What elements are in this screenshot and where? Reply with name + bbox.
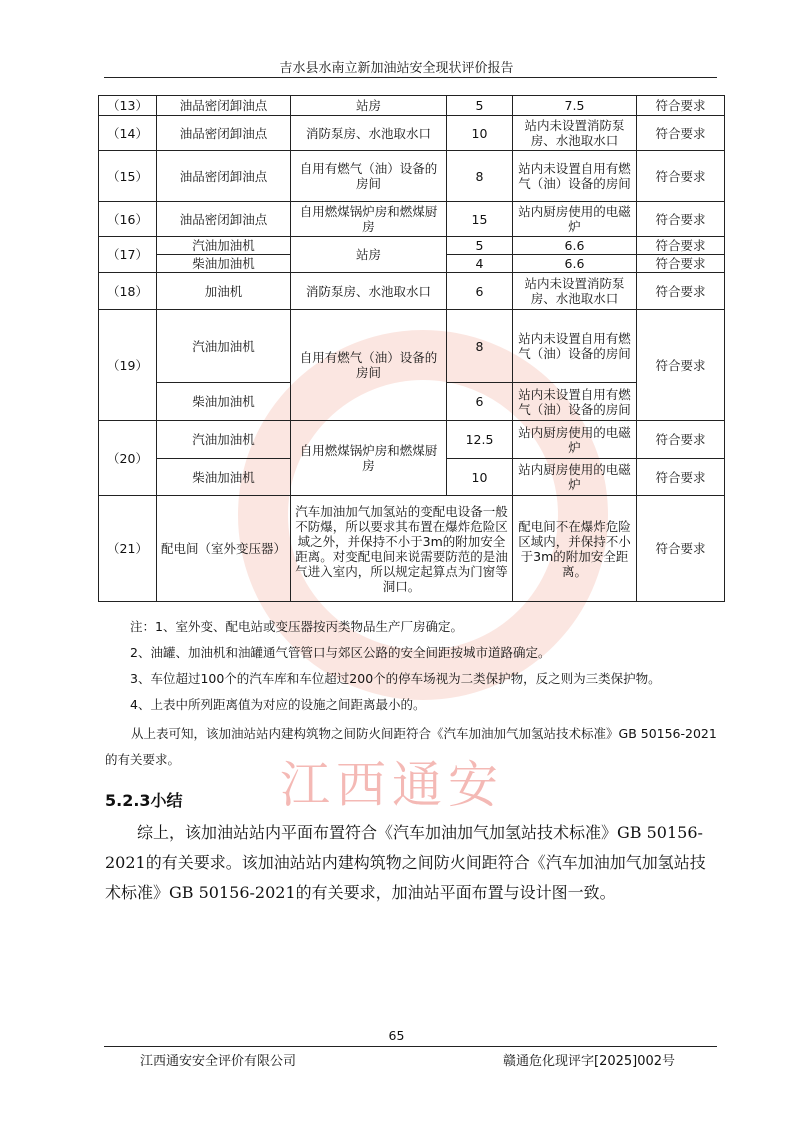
row-number: （17） bbox=[99, 237, 157, 273]
item-cell: 汽油加油机 bbox=[157, 310, 291, 383]
target-cell: 自用燃煤锅炉房和燃煤厨房 bbox=[291, 202, 447, 237]
fire-spacing-table bbox=[98, 95, 725, 602]
target-cell: 自用有燃气（油）设备的房间 bbox=[291, 310, 447, 421]
target-cell: 消防泵房、水池取水口 bbox=[291, 273, 447, 310]
required-distance: 10 bbox=[447, 116, 513, 151]
table-notes bbox=[130, 614, 730, 718]
required-distance: 6 bbox=[447, 383, 513, 421]
actual-distance: 站内未设置消防泵房、水池取水口 bbox=[513, 116, 637, 151]
actual-distance: 6.6 bbox=[513, 255, 637, 273]
row-number: （16） bbox=[99, 202, 157, 237]
actual-distance: 配电间不在爆炸危险区域内，并保持不小于3m的附加安全距离。 bbox=[513, 496, 637, 602]
actual-distance: 站内未设置自用有燃气（油）设备的房间 bbox=[513, 151, 637, 202]
note-line: 3、车位超过100个的汽车库和车位超过200个的停车场视为二类保护物，反之则为三类保护物。 bbox=[130, 671, 661, 686]
summary-text: 综上，该加油站站内平面布置符合《汽车加油加气加氢站技术标准》GB 50156-2021的有关要求。该加油站站内建构筑物之间防火间距符合《汽车加油加气加氢站技术标准》GB 50156-2021的有关要求，加油站平面布置与设计图一致。 bbox=[105, 823, 706, 902]
table-row bbox=[99, 237, 725, 255]
required-distance: 15 bbox=[447, 202, 513, 237]
table-conclusion bbox=[105, 721, 720, 773]
item-cell: 汽油加油机 bbox=[157, 237, 291, 255]
item-cell: 加油机 bbox=[157, 273, 291, 310]
actual-distance: 6.6 bbox=[513, 237, 637, 255]
table-row bbox=[99, 421, 725, 459]
result-cell: 符合要求 bbox=[637, 151, 725, 202]
target-cell: 站房 bbox=[291, 96, 447, 116]
section-heading: 5.2.3小结 bbox=[105, 791, 183, 810]
table-row bbox=[99, 202, 725, 237]
item-cell: 柴油加油机 bbox=[157, 255, 291, 273]
row-number: （19） bbox=[99, 310, 157, 421]
item-cell: 柴油加油机 bbox=[157, 459, 291, 496]
watermark-seal-text: 江西通安 bbox=[280, 756, 504, 814]
note-line: 4、上表中所列距离值为对应的设施之间距离最小的。 bbox=[130, 697, 426, 712]
row-number: （13） bbox=[99, 96, 157, 116]
result-cell: 符合要求 bbox=[637, 421, 725, 459]
item-cell: 油品密闭卸油点 bbox=[157, 151, 291, 202]
result-cell: 符合要求 bbox=[637, 237, 725, 255]
item-cell: 油品密闭卸油点 bbox=[157, 96, 291, 116]
result-cell: 符合要求 bbox=[637, 116, 725, 151]
table-row bbox=[99, 310, 725, 383]
result-cell: 符合要求 bbox=[637, 273, 725, 310]
table-row bbox=[99, 496, 725, 602]
result-cell: 符合要求 bbox=[637, 496, 725, 602]
note-line: 注：1、室外变、配电站或变压器按丙类物品生产厂房确定。 bbox=[130, 619, 463, 634]
actual-distance: 站内未设置消防泵房、水池取水口 bbox=[513, 273, 637, 310]
table-row bbox=[99, 273, 725, 310]
actual-distance: 站内未设置自用有燃气（油）设备的房间 bbox=[513, 310, 637, 383]
target-cell: 自用有燃气（油）设备的房间 bbox=[291, 151, 447, 202]
result-cell: 符合要求 bbox=[637, 202, 725, 237]
required-distance: 8 bbox=[447, 151, 513, 202]
row-number: （18） bbox=[99, 273, 157, 310]
row-number: （21） bbox=[99, 496, 157, 602]
row-number: （15） bbox=[99, 151, 157, 202]
header-rule bbox=[104, 77, 717, 78]
target-cell: 站房 bbox=[291, 237, 447, 273]
result-cell: 符合要求 bbox=[637, 96, 725, 116]
note-line: 2、油罐、加油机和油罐通气管管口与郊区公路的安全间距按城市道路确定。 bbox=[130, 645, 551, 660]
table-row bbox=[99, 96, 725, 116]
footer-report-code: 赣通危化现评字[2025]002号 bbox=[503, 1054, 676, 1069]
target-cell: 自用燃煤锅炉房和燃煤厨房 bbox=[291, 421, 447, 496]
required-distance: 6 bbox=[447, 273, 513, 310]
item-cell: 汽油加油机 bbox=[157, 421, 291, 459]
page-number: 65 bbox=[388, 1028, 405, 1043]
required-distance: 10 bbox=[447, 459, 513, 496]
actual-distance: 站内厨房使用的电磁炉 bbox=[513, 421, 637, 459]
required-distance: 8 bbox=[447, 310, 513, 383]
result-cell: 符合要求 bbox=[637, 459, 725, 496]
section-summary bbox=[105, 818, 720, 908]
item-cell: 配电间（室外变压器） bbox=[157, 496, 291, 602]
required-distance: 4 bbox=[447, 255, 513, 273]
required-distance: 5 bbox=[447, 237, 513, 255]
row-number: （14） bbox=[99, 116, 157, 151]
footer-company: 江西通安安全评价有限公司 bbox=[140, 1054, 297, 1069]
result-cell: 符合要求 bbox=[637, 255, 725, 273]
table-row bbox=[99, 116, 725, 151]
required-distance: 12.5 bbox=[447, 421, 513, 459]
item-cell: 柴油加油机 bbox=[157, 383, 291, 421]
conclusion-text: 从上表可知，该加油站站内建构筑物之间防火间距符合《汽车加油加气加氢站技术标准》GB 50156-2021的有关要求。 bbox=[105, 726, 717, 767]
actual-distance: 站内厨房使用的电磁炉 bbox=[513, 202, 637, 237]
table-row bbox=[99, 151, 725, 202]
actual-distance: 站内未设置自用有燃气（油）设备的房间 bbox=[513, 383, 637, 421]
target-cell: 汽车加油加气加氢站的变配电设备一般不防爆，所以要求其布置在爆炸危险区域之外，并保持不小于3m的附加安全距离。对变配电间来说需要防范的是油气进入室内，所以规定起算点为门窗等洞口。 bbox=[291, 496, 513, 602]
target-cell: 消防泵房、水池取水口 bbox=[291, 116, 447, 151]
actual-distance: 7.5 bbox=[513, 96, 637, 116]
page-header-title: 吉水县水南立新加油站安全现状评价报告 bbox=[279, 61, 514, 76]
required-distance: 5 bbox=[447, 96, 513, 116]
actual-distance: 站内厨房使用的电磁炉 bbox=[513, 459, 637, 496]
item-cell: 油品密闭卸油点 bbox=[157, 202, 291, 237]
result-cell: 符合要求 bbox=[637, 310, 725, 421]
item-cell: 油品密闭卸油点 bbox=[157, 116, 291, 151]
footer-rule bbox=[104, 1046, 717, 1047]
row-number: （20） bbox=[99, 421, 157, 496]
